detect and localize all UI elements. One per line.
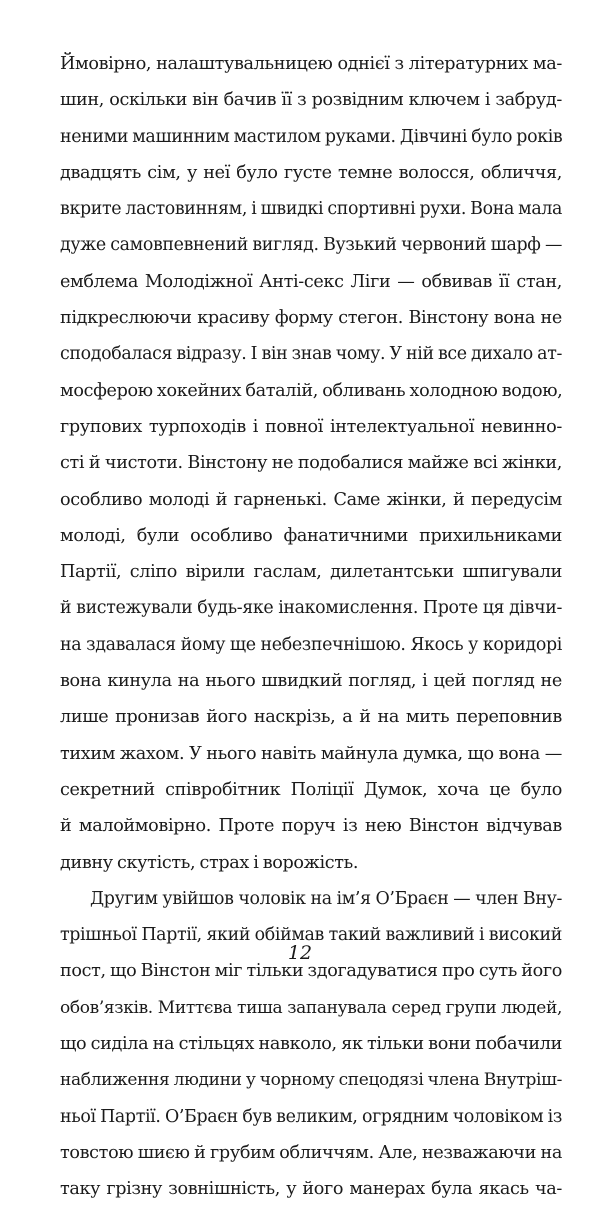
text-line: трішньої Партії, який обіймав такий важливий і високий [60,925,562,946]
text-line: на здавалася йому ще небезпечнішою. Якось у коридорі [60,634,562,655]
body-text [60,46,562,1208]
text-line: мосферою хокейних баталій, обливань холодною водою, [60,380,563,401]
text-line: Партії, сліпо вірили гаслам, дилетантськи шпигували [60,562,562,583]
text-line: товстою шиєю й грубим обличчям. Але, незважаючи на [60,1142,562,1163]
text-line: двадцять сім, у неї було густе темне волосся, обличчя, [60,162,562,183]
text-line: шин, оскільки він бачив її з розвідним ключем і забруд- [60,90,562,111]
text-line: секретний співробітник Поліції Думок, хоча це було [60,779,562,800]
text-line: ньої Партії. О’Браєн був великим, огрядним чоловіком із [60,1106,562,1127]
text-line: таку грізну зовнішність, у його манерах була якась ча- [60,1179,562,1200]
text-line: дуже самовпевнений вигляд. Вузький червоний шарф — [60,235,562,256]
text-line: Ймовірно, налаштувальницею однієї з літературних ма- [60,54,562,74]
text-line: особливо молоді й гарненькі. Саме жінки, й передусім [60,489,562,510]
paragraph-2 [60,881,562,1208]
text-line: тихим жахом. У нього навіть майнула думка, що вона — [60,743,562,764]
text-line: сподобалася відразу. І він знав чому. У ній все дихало ат- [60,344,562,365]
text-line: підкреслюючи красиву форму стегон. Вінстону вона не [60,308,562,329]
text-line: пост, що Вінстон міг тільки здогадуватися про суть його [60,961,562,982]
text-line: емблема Молодіжної Анті-секс Ліги — обвивав її стан, [60,271,562,292]
text-line: що сиділа на стільцях навколо, як тільки вони побачили [60,1034,562,1055]
text-line: обов’язків. Миттєва тиша запанувала серед групи людей, [60,997,562,1018]
text-line: й вистежували будь-яке інакомислення. Проте ця дівчи- [60,598,562,619]
text-line: групових турпоходів і повної інтелектуальної невинно- [60,416,562,437]
text-line: лише пронизав його наскрізь, а й на мить переповнив [60,707,562,728]
text-line: молоді, були особливо фанатичними прихильниками [60,525,562,546]
text-line: Другим увійшов чоловік на ім’я О’Браєн — член Вну- [90,888,562,909]
text-line: вкрите ластовинням, і швидкі спортивні рухи. Вона мала [60,199,563,220]
page-number: 12 [287,942,313,964]
text-line: сті й чистоти. Вінстону не подобалися майже всі жінки, [60,453,562,474]
text-line: наближення людини у чорному спецодязі члена Внутріш- [60,1070,562,1091]
paragraph-1 [60,46,562,881]
text-line: неними машинним мастилом руками. Дівчині було років [60,126,563,147]
text-line: дивну скутість, страх і ворожість. [60,852,359,873]
text-line: вона кинула на нього швидкий погляд, і цей погляд не [60,671,562,692]
text-line: й малоймовірно. Проте поруч із нею Вінстон відчував [60,816,562,837]
